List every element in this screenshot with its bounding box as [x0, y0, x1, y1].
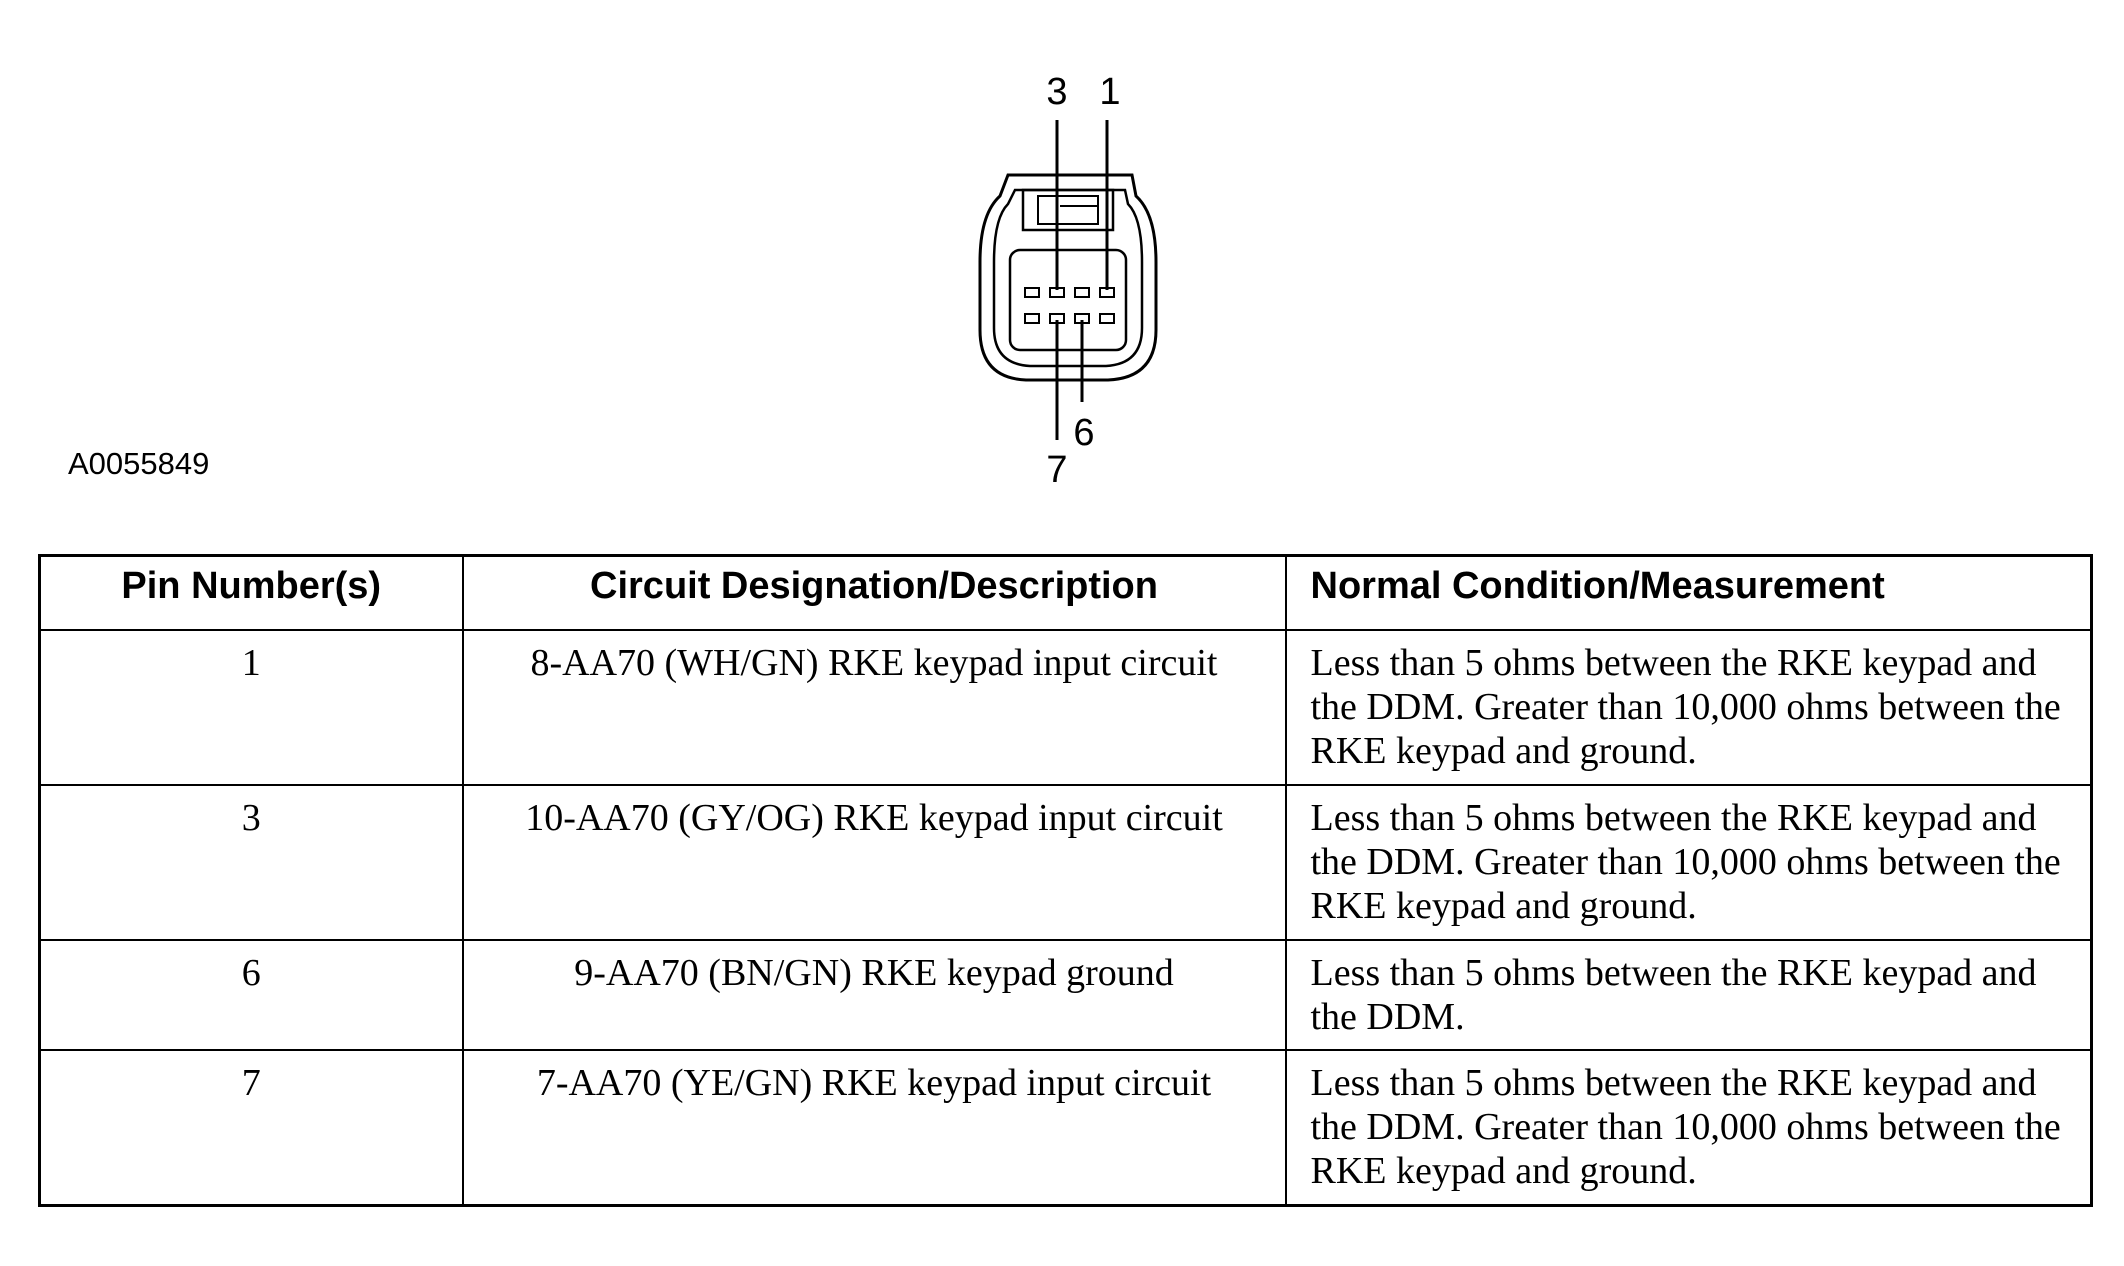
pin-cell: 3 — [40, 785, 463, 940]
pin-cell: 1 — [40, 630, 463, 785]
pinout-table — [38, 554, 2093, 1207]
pin-label-1: 1 — [1099, 71, 1121, 113]
condition-cell: Less than 5 ohms between the RKE keypad and the DDM. Greater than 10,000 ohms between the RKE keypad and ground. — [1286, 630, 2092, 785]
header-pin-numbers: Pin Number(s) — [40, 556, 463, 631]
pin-cell: 7 — [40, 1050, 463, 1205]
pin-label-3: 3 — [1046, 71, 1068, 113]
table-row — [40, 1050, 2092, 1205]
pin-cavities — [1025, 288, 1114, 323]
circuit-cell: 8-AA70 (WH/GN) RKE keypad input circuit — [463, 630, 1286, 785]
circuit-cell: 10-AA70 (GY/OG) RKE keypad input circuit — [463, 785, 1286, 940]
figure-id: A0055849 — [68, 446, 210, 481]
pin-cell: 6 — [40, 940, 463, 1050]
connector-housing — [980, 175, 1156, 380]
pin-label-6: 6 — [1073, 412, 1095, 454]
circuit-cell: 7-AA70 (YE/GN) RKE keypad input circuit — [463, 1050, 1286, 1205]
pin-leader-lines — [1057, 120, 1107, 440]
table-row — [40, 940, 2092, 1050]
header-condition: Normal Condition/Measurement — [1286, 556, 2092, 631]
circuit-cell: 9-AA70 (BN/GN) RKE keypad ground — [463, 940, 1286, 1050]
header-circuit: Circuit Designation/Description — [463, 556, 1286, 631]
table-row — [40, 630, 2092, 785]
condition-cell: Less than 5 ohms between the RKE keypad and the DDM. Greater than 10,000 ohms between the RKE keypad and ground. — [1286, 785, 2092, 940]
table-row — [40, 785, 2092, 940]
condition-cell: Less than 5 ohms between the RKE keypad and the DDM. Greater than 10,000 ohms between the RKE keypad and ground. — [1286, 1050, 2092, 1205]
connector-diagram — [0, 0, 2124, 520]
condition-cell: Less than 5 ohms between the RKE keypad and the DDM. — [1286, 940, 2092, 1050]
pin-label-7: 7 — [1046, 449, 1068, 491]
table-header-row — [40, 556, 2092, 631]
